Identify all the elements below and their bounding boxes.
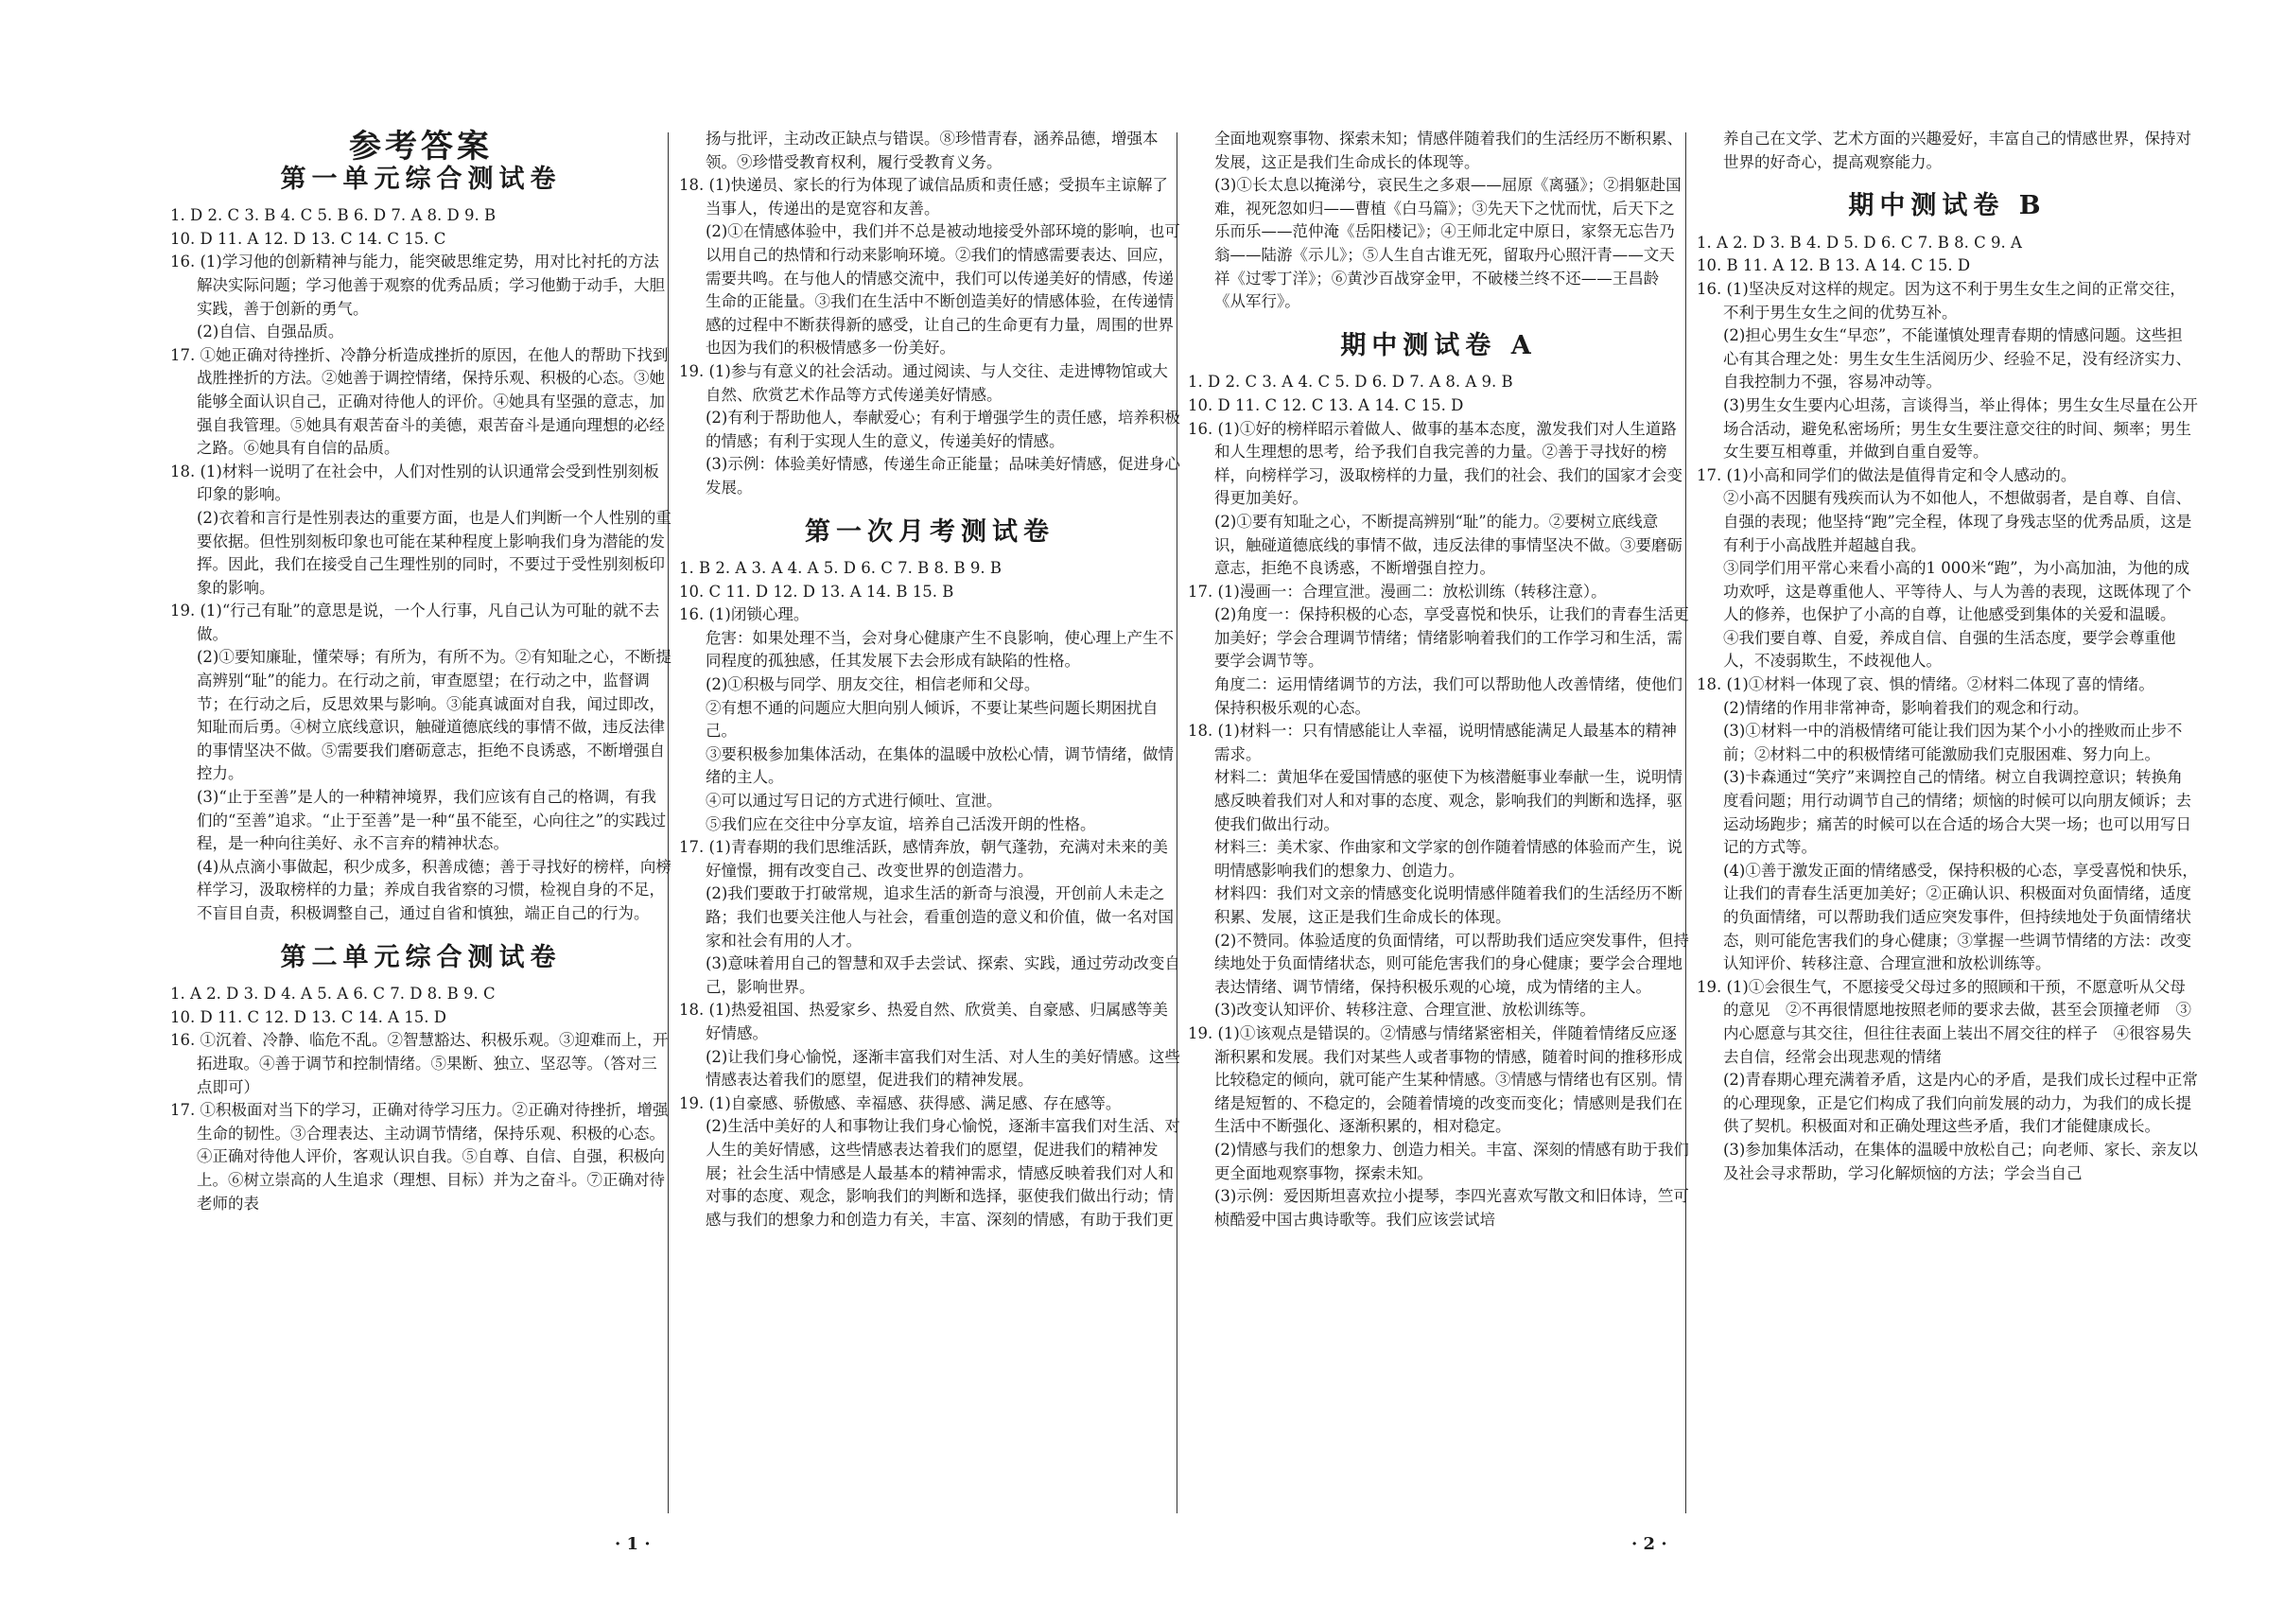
answer-line: (3)①材料一中的消极情绪可能让我们因为某个小小的挫败而止步不前；②材料二中的积极情绪可能激励我们克服困难、努力向上。 [1723,722,2183,763]
page-number: · 1 · [615,1534,651,1554]
answer-line: (3)卡森通过“笑疗”来调控自己的情绪。树立自我调控意识；转换角度看问题；用行动调节自己的情绪；烦恼的时候可以向朋友倾诉；去运动场跑步；痛苦的时候可以在合适的场合大哭一场；也可以用写日记的方式等。 [1723,768,2191,857]
answer-line: 材料四：我们对文亲的情感变化说明情感伴随着我们的生活经历不断积累、发展，这正是我们生命成长的体现。 [1214,884,1682,926]
answer-line: (2)①要知廉耻，懂荣辱；有所为，有所不为。②有知耻之心，不断提高辨别“耻”的能力。在行动之前，审查愿望；在行动之中，监督调节；在行动之后，反思效果与影响。③能真诚面对自我，闻过即改，知耻而后勇。④树立底线意识，触碰道德底线的事情不做，违反法律的事情坚决不做。⑤需要我们磨砺意志，拒绝不良诱惑，不断增强自控力。 [197,648,671,783]
answer-line: (3)示例：爱因斯坦喜欢拉小提琴，李四光喜欢写散文和旧体诗，竺可桢酷爱中国古典诗歌等。我们应该尝试培 [1214,1187,1689,1229]
answer-line: (2)青春期心理充满着矛盾，这是内心的矛盾，是我们成长过程中正常的心理现象，正是它们构成了我们向前发展的动力，为我们的成长提供了契机。积极面对和正确处理这些矛盾，我们才能健康成长。 [1723,1071,2198,1136]
answer-line: 1. D 2. C 3. A 4. C 5. D 6. D 7. A 8. A 9. B [1188,373,1513,392]
answer-line: 10. C 11. D 12. D 13. A 14. B 15. B [679,582,954,601]
answer-line: (2)有利于帮助他人，奉献爱心；有利于增强学生的责任感，培养积极的情感；有利于实现人生的意义，传递美好的情感。 [706,409,1180,450]
answer-line: (2)让我们身心愉悦，逐渐丰富我们对生活、对人生的美好情感。这些情感表达着我们的愿望，促进我们的精神发展。 [706,1047,1180,1090]
section-title: 第一次月考测试卷 [805,516,1055,547]
answer-line: (2)我们要敢于打破常规，追求生活的新奇与浪漫，开创前人未走之路；我们也要关注他人与社会，看重创造的意义和价值，做一名对国家和社会有用的人才。 [706,884,1174,950]
answer-line: 17. ①积极面对当下的学习，正确对待学习压力。②正确对待挫折，增强生命的韧性。③合理表达、主动调节情绪，保持乐观、积极的心态。④正确对待他人评价，客观认识自我。⑤自尊、自信、自强，积极向上。⑥树立崇高的人生追求（理想、目标）并为之奋斗。⑦正确对待老师的表 [170,1101,669,1213]
answer-line: 17. (1)小高和同学们的做法是值得肯定和令人感动的。 [1697,465,2077,484]
answer-line: 16. (1)①好的榜样昭示着做人、做事的基本态度，激发我们对人生道路和人生理想的思考，给予我们自我完善的力量。②善于寻找好的榜样，向榜样学习，汲取榜样的力量，我们的社会、我们的国家才会变得更加美好。 [1188,419,1682,508]
answer-line: 1. A 2. D 3. B 4. D 5. D 6. C 7. B 8. C 9. A [1697,233,2022,252]
answer-line: 16. ①沉着、冷静、临危不乱。②智慧豁达、积极乐观。③迎难而上，开拓进取。④善于调节和控制情绪。⑤果断、独立、坚忍等。（答对三点即可） [170,1031,669,1096]
answer-line: 16. (1)学习他的创新精神与能力，能突破思维定势，用对比衬托的方法解决实际问题；学习他善于观察的优秀品质；学习他勤于动手，大胆实践，善于创新的勇气。 [170,253,665,318]
answer-line: (3)意味着用自己的智慧和双手去尝试、探索、实践，通过劳动改变自己，影响世界。 [706,954,1180,996]
answer-line: (2)生活中美好的人和事物让我们身心愉悦，逐渐丰富我们对生活、对人生的美好情感，这些情感表达着我们的愿望，促进我们的精神发展；社会生活中情感是人最基本的精神需求，情感反映着我们对人和对事的态度、观念，影响我们的判断和选择，驱使我们做出行动；情感与我们的想象力和创造力有关，丰富、深刻的情感，有助于我们更 [706,1117,1180,1229]
answer-line: 16. (1)坚决反对这样的规定。因为这不利于男生女生之间的正常交往，不利于男生女生之间的优势互补。 [1697,279,2186,322]
answer-block [1697,128,2198,174]
section-title: 期中测试卷 A [1340,330,1537,360]
page-number: · 2 · [1631,1534,1667,1554]
answer-line: ④可以通过写日记的方式进行倾吐、宣泄。 [706,792,1003,811]
column-4 [1697,128,2198,1185]
answer-line: (2)不赞同。体验适度的负面情绪，可以帮助我们适应突发事件，但持续地处于负面情绪状态，则可能危害我们的身心健康；要学会合理地表达情绪、调节情绪，保持积极乐观的心境，成为情绪的主人。 [1214,931,1689,996]
answer-line: 材料二：黄旭华在爱国情感的驱使下为核潜艇事业奉献一生，说明情感反映着我们对人和对事的态度、观念，影响我们的判断和选择，驱使我们做出行动。 [1214,768,1682,833]
answer-block [679,128,1180,500]
answer-line: 19. (1)参与有意义的社会活动。通过阅读、与人交往、走进博物馆或大自然、欣赏艺术作品等方式传递美好情感。 [679,361,1168,404]
answer-line: 扬与批评，主动改正缺点与错误。⑧珍惜青春，涵养品德，增强本领。⑨珍惜受教育权利，履行受教育义务。 [706,130,1159,171]
answer-line: 材料三：美术家、作曲家和文学家的创作随着情感的体验而产生，说明情感影响我们的想象力、创造力。 [1214,838,1682,880]
answer-block [1697,232,2198,1185]
answer-block [170,204,671,925]
page-title: 参考答案 [349,128,493,166]
answer-line: (2)情感与我们的想象力、创造力相关。丰富、深刻的情感有助于我们更全面地观察事物，探索未知。 [1214,1140,1689,1182]
answer-block [170,983,671,1215]
answer-line: 18. (1)快递员、家长的行为体现了诚信品质和责任感；受损车主谅解了当事人，传递出的是宽容和友善。 [679,176,1168,218]
answer-line: 17. (1)漫画一：合理宣泄。漫画二：放松训练（转移注意）。 [1188,582,1607,601]
answer-line: (2)担心男生女生“早恋”，不能谨慎处理青春期的情感问题。这些担心有其合理之处：男生女生生活阅历少、经验不足，没有经济实力、自我控制力不强，容易冲动等。 [1723,326,2191,392]
answer-line: 1. A 2. D 3. D 4. A 5. A 6. C 7. D 8. B 9. C [170,985,496,1004]
answer-line: (2)①要有知耻之心，不断提高辨别“耻”的能力。②要树立底线意识，触碰道德底线的事情不做，违反法律的事情坚决不做。③要磨砺意志，拒绝不良诱惑，不断增强自控力。 [1214,512,1682,578]
answer-line: (2)角度一：保持积极的心态，享受喜悦和快乐，让我们的青春生活更加美好；学会合理调节情绪；情绪影响着我们的工作学习和生活，需要学会调节等。 [1214,605,1689,671]
answer-line: 18. (1)热爱祖国、热爱家乡、热爱自然、欣赏美、自豪感、归属感等美好情感。 [679,1001,1168,1042]
answer-line: 19. (1)“行己有耻”的意思是说，一个人行事，凡自己认为可耻的就不去做。 [170,602,660,643]
answer-block [679,557,1180,1231]
answer-line: ③同学们用平常心来看小高的1 000米“跑”，为小高加油，为他的成功欢呼，这是尊重他人、平等待人、与人为善的表现，这既体现了个人的修养，也保护了小高的自尊，让他感受到集体的关爱和温暖。 [1723,559,2191,624]
answer-block [1188,128,1689,314]
answer-line: (3)男生女生要内心坦荡，言谈得当，举止得体；男生女生尽量在公开场合活动，避免私密场所；男生女生要注意交往的时间、频率；男生女生要互相尊重，并做到自重自爱等。 [1723,395,2198,462]
answer-line: (4)从点滴小事做起，积少成多，积善成德；善于寻找好的榜样，向榜样学习，汲取榜样的力量；养成自我省察的习惯，检视自身的不足，不盲目自责，积极调整自己，通过自省和慎独，端正自己的行为。 [197,857,671,922]
section-title: 期中测试卷 B [1848,191,2047,221]
answer-line: 危害：如果处理不当，会对身心健康产生不良影响，使心理上产生不同程度的孤独感，任其发展下去会形成有缺陷的性格。 [706,628,1174,671]
answer-line: (3)示例：体验美好情感，传递生命正能量；品味美好情感，促进身心发展。 [706,455,1180,497]
answer-line: 1. B 2. A 3. A 4. A 5. D 6. C 7. B 8. B 9. B [679,559,1002,578]
answer-line: 18. (1)材料一说明了在社会中，人们对性别的认识通常会受到性别刻板印象的影响。 [170,462,659,504]
answer-line: ②小高不因腿有残疾而认为不如他人，不想做弱者，是自尊、自信、自强的表现；他坚持“跑”完全程，体现了身残志坚的优秀品质，这是有利于小高战胜并超越自我。 [1723,489,2192,554]
answer-line: 全面地观察事物、探索未知；情感伴随着我们的生活经历不断积累、发展，这正是我们生命成长的体现等。 [1214,130,1682,171]
answer-line: 1. D 2. C 3. B 4. C 5. B 6. D 7. A 8. D 9. B [170,206,497,225]
answer-line: (3)“止于至善”是人的一种精神境界，我们应该有自己的格调，有我们的“至善”追求。“止于至善”是一种“虽不能至，心向往之”的实践过程，是一种向往美好、永不言弃的精神状态。 [197,788,667,853]
answer-line: 10. B 11. A 12. B 13. A 14. C 15. D [1697,256,1971,275]
answer-line: ③要积极参加集体活动，在集体的温暖中放松心情，调节情绪，做情绪的主人。 [706,744,1174,787]
answer-line: 19. (1)自豪感、骄傲感、幸福感、获得感、满足感、存在感等。 [679,1093,1122,1112]
answer-line: ④我们要自尊、自爱，养成自信、自强的生活态度，要学会尊重他人，不凌弱欺生，不歧视他人。 [1723,628,2176,671]
answer-line: 10. D 11. C 12. D 13. C 14. A 15. D [170,1007,446,1026]
answer-line: 养自己在文学、艺术方面的兴趣爱好，丰富自己的情感世界，保持对世界的好奇心，提高观察能力。 [1723,130,2191,171]
column-3 [1188,128,1689,1231]
answer-line: 16. (1)闭锁心理。 [679,605,810,624]
column-1 [170,128,671,1215]
answer-line: 10. D 11. C 12. C 13. A 14. C 15. D [1188,395,1464,414]
answer-line: (2)情绪的作用非常神奇，影响着我们的观念和行动。 [1723,698,2089,717]
answer-line: (4)①善于激发正面的情绪感受，保持积极的心态，享受喜悦和快乐，让我们的青春生活更加美好；②正确认识、积极面对负面情绪，适度的负面情绪，可以帮助我们适应突发事件，但持续地处于负面情绪状态，则可能危害我们的身心健康；③掌握一些调节情绪的方法：改变认知评价、转移注意、合理宣泄和放松训练等。 [1723,861,2198,973]
column-2 [679,128,1180,1231]
answer-line: 19. (1)①该观点是错误的。②情感与情绪紧密相关，伴随着情绪反应逐渐积累和发展。我们对某些人或者事物的情感，随着时间的推移形成比较稳定的倾向，就可能产生某种情感。③情感与情绪也有区别。情绪是短暂的、不稳定的，会随着情境的改变而变化；情感则是我们在生活中不断强化、逐渐积累的，相对稳定。 [1188,1023,1682,1136]
answer-line: 18. (1)①材料一体现了哀、惧的情绪。②材料二体现了喜的情绪。 [1697,675,2154,694]
answer-line: 角度二：运用情绪调节的方法，我们可以帮助他人改善情绪，使他们保持积极乐观的心态。 [1214,675,1682,717]
answer-line: ②有想不通的问题应大胆向别人倾诉，不要让某些问题长期困扰自己。 [706,698,1159,741]
answer-line: (2)①在情感体验中，我们并不总是被动地接受外部环境的影响，也可以用自己的热情和行动来影响环境。②我们的情感需要表达、回应，需要共鸣。在与他人的情感交流中，我们可以传递美好的情感，传递生命的正能量。③我们在生活中不断创造美好的情感体验，在传递情感的过程中不断获得新的感受，让自己的生命更有力量，周围的世界也因为我们的积极情感多一份美好。 [706,222,1180,358]
answer-line: ⑤我们应在交往中分享友谊，培养自己活泼开朗的性格。 [706,814,1096,833]
answer-line: 17. ①她正确对待挫折、冷静分析造成挫折的原因，在他人的帮助下找到战胜挫折的方法。②她善于调控情绪，保持乐观、积极的心态。③她能够全面认识自己，正确对待他人的评价。④她具有坚强的意志，加强自我管理。⑤她具有艰苦奋斗的美德，艰苦奋斗是通向理想的必经之路。⑥她具有自信的品质。 [170,345,669,458]
answer-line: 18. (1)材料一：只有情感能让人幸福，说明情感能满足人最基本的精神需求。 [1188,722,1677,763]
answer-line: 17. (1)青春期的我们思维活跃，感情奔放，朝气蓬勃，充满对未来的美好憧憬，拥有改变自己、改变世界的创造潜力。 [679,838,1168,880]
answer-line: (3)参加集体活动，在集体的温暖中放松自己；向老师、家长、亲友以及社会寻求帮助，学习化解烦恼的方法；学会当自己 [1723,1140,2198,1182]
section-title: 第一单元综合测试卷 [280,164,562,194]
answer-line: 10. D 11. A 12. D 13. C 14. C 15. C [170,229,446,248]
section-title: 第二单元综合测试卷 [280,942,562,972]
answer-line: (3)①长太息以掩涕兮，哀民生之多艰——屈原《离骚》；②捐躯赴国难，视死忽如归——曹植《白马篇》；③先天下之忧而忧，后天下之乐而乐——范仲淹《岳阳楼记》；④王师北定中原日，家祭无忘告乃翁——陆游《示儿》；⑤人生自古谁无死，留取丹心照汗青——文天祥《过零丁洋》；⑥黄沙百战穿金甲，不破楼兰终不还——王昌龄《从军行》。 [1214,176,1682,311]
answer-line: (2)衣着和言行是性别表达的重要方面，也是人们判断一个人性别的重要依据。但性别刻板印象也可能在某种程度上影响我们身为潜能的发挥。因此，我们在接受自己生理性别的同时，不要过于受性别刻板印象的影响。 [197,508,671,597]
answer-block [1188,371,1689,1231]
answer-line: (3)改变认知评价、转移注意、合理宣泄、放松训练等。 [1214,1001,1595,1020]
answer-line: 19. (1)①会很生气，不愿接受父母过多的照顾和干预，不愿意听从父母的意见 ②不再很情愿地按照老师的要求去做，甚至会顶撞老师 ③内心愿意与其交往，但往往表面上装出不屑交往的样子 ④很容易失去自信，经常会出现悲观的情绪 [1697,977,2191,1066]
answer-line: (2)自信、自强品质。 [197,323,344,341]
answer-line: (2)①积极与同学、朋友交往，相信老师和父母。 [706,675,1040,694]
